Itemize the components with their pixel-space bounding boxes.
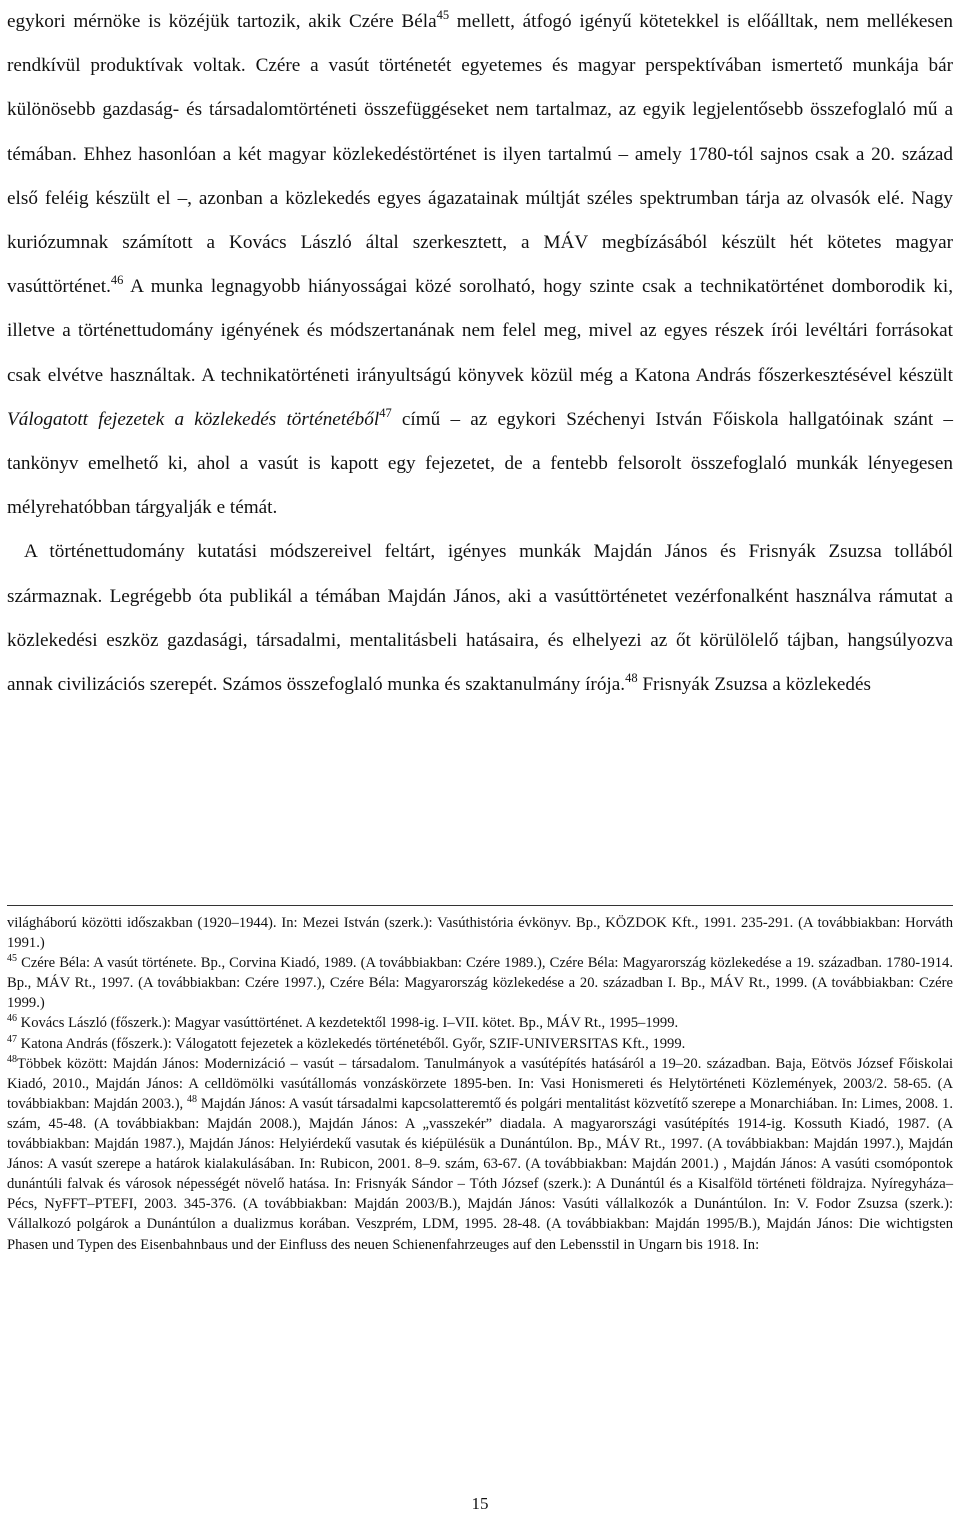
footnote-ref-45[interactable]: 45 <box>436 8 450 22</box>
paragraph-1-text-b: mellett, átfogó igényű kötetekkel is előálltak, nem mellékesen rendkívül produktívak voltak. Czére a vasút történetét egyetemes és magyar perspektívában ismertető munkája bár különösebb gazdaság- és társadalomtörténeti összefüggéseket nem tartalmaz, az egyik legjelentősebb összefoglaló mű a témában. Ehhez hasonlóan a két magyar közlekedéstörténet is ilyen tartalmú – amely 1780-tól sajnos csak a 20. század első feléig készült el –, azonban a közlekedés egyes ágazatainak múltját széles spektrumban tárja az olvasók elé. Nagy kuriózumnak számított a Kovács László által szerkesztett, a MÁV megbízásából készült hét kötetes magyar vasúttörténet. <box>7 11 954 298</box>
page-number: 15 <box>471 1494 489 1513</box>
footnotes <box>7 913 953 1255</box>
paragraph-2-text-b: Frisnyák Zsuzsa a közlekedés <box>637 674 871 696</box>
footnote-number: 47 <box>7 1033 17 1045</box>
paragraph-1 <box>7 0 953 530</box>
paragraph-1-text-c: A munka legnagyobb hiányosságai közé sorolható, hogy szinte csak a technikatörténet domborodik ki, illetve a történettudomány igényének és módszertanának nem felel meg, mivel az egyes részek írói levéltári forrásokat csak elvétve használtak. A technikatörténeti irányultságú könyvek közül még a Katona András főszerkesztésével készült <box>7 276 953 386</box>
footnote-45 <box>7 953 953 1013</box>
footnote-text: Kovács László (főszerk.): Magyar vasúttörténet. A kezdetektől 1998-ig. I–VII. kötet. Bp., MÁV Rt., 1995–1999. <box>17 1015 679 1032</box>
body-text <box>7 0 953 707</box>
footnote-text: Többek között: Majdán János: Modernizáció – vasút – társadalom. Tanulmányok a vasútépítés hatásáról a 19–20. században. Baja, Eötvös József Főiskolai Kiadó, 2010., Majdán János: A celldömölki vasútállomás vonzáskörzete 1895-ben. In: Vasi Honismereti és Helytörténeti Közlemények, 2003/2. 58-65. (A továbbiakban: Majdán 2003.), <box>7 1055 953 1112</box>
footnote-48 <box>7 1054 953 1255</box>
footnote-number: 45 <box>7 953 17 965</box>
book-title-italic: Válogatott fejezetek a közlekedés történetéből <box>7 408 380 430</box>
document-page <box>7 0 953 1517</box>
footnote-46 <box>7 1013 953 1033</box>
footnote-text: Majdán János: A vasút társadalmi kapcsolatteremtő és polgári mentalitást közvetítő szerepe a Monarchiában. In: Limes, 2008. 1. szám, 45-48. (A továbbiakban: Majdán 2008.), Majdán János: A „vasszekér” diadala. A magyarországi vasútépítés 1914-ig. Kossuth Kiadó, 1987. (A továbbiakban: Majdán 1987.), Majdán János: Helyiérdekű vasutak és kiépülésük a Dunántúlon. Bp., MÁV Rt., 1997. (A továbbiakban: Majdán 1997.), Majdán János: A vasút szerepe a határok kialakulásában. In: Rubicon, 2001. 8–9. szám, 63-67. (A továbbiakban: Majdán 2001.) , Majdán János: A vasúti csomópontok dunántúli falvak és városok népességét növelő hatása. In: Frisnyák Sándor – Tóth József (szerk.): A Dunántúl és a Kisalföld történeti földrajza. Nyíregyháza–Pécs, NyFFT–PTEFI, 2003. 345-376. (A továbbiakban: Majdán 2003/B.), Majdán János: Vasúti vállalkozók a Dunántúlon. In: V. Fodor Zsuzsa (szerk.): Vállalkozó polgárok a Dunántúlon a dualizmus korában. Veszprém, LDM, 1995. 28-48. (A továbbiakban: Majdán 1995/B.), Majdán János: Die wichtigsten Phasen und Typen des Eisenbahnbaus und der Einfluss des neuen Schienenfahrzeuges auf den Lebensstil in Ungarn bis 1918. In: <box>7 1095 953 1253</box>
footnote-47 <box>7 1034 953 1054</box>
paragraph-2-text-a: A történettudomány kutatási módszereivel feltárt, igényes munkák Majdán János és Frisnyák Zsuzsa tollából származnak. Legrégebb óta publikál a témában Majdán János, aki a vasúttörténetet vezérfonalként használva rámutat a közlekedési eszköz gazdasági, társadalmi, mentalitásbeli hatásaira, és elhelyezi az őt körülölelő tájban, hangsúlyozva annak civilizációs szerepét. Számos összefoglaló munka és szaktanulmány írója. <box>7 541 953 696</box>
paragraph-1-text-a: egykori mérnöke is közéjük tartozik, akik Czére Béla <box>7 11 437 32</box>
footnote-ref-47[interactable]: 47 <box>379 405 392 420</box>
paragraph-1-text-d: című – az egykori Széchenyi István Főiskola hallgatóinak szánt – tankönyv emelhető ki, ahol a vasút is kapott egy fejezetet, de a fentebb felsorolt összefoglaló munkák lényegesen mélyrehatóbban tárgyalják e témát. <box>7 408 953 519</box>
footnote-ref-46[interactable]: 46 <box>110 273 124 288</box>
footnote-ref-48[interactable]: 48 <box>625 671 638 686</box>
footnote-separator <box>7 905 953 906</box>
paragraph-2 <box>7 530 953 707</box>
footnote-number: 46 <box>7 1013 17 1025</box>
footnote-text: Katona András (főszerk.): Válogatott fejezetek a közlekedés történetéből. Győr, SZIF-UNIVERSITAS Kft., 1999. <box>17 1035 686 1052</box>
footnote-number: 48 <box>187 1093 198 1105</box>
footnote-continued: világháború közötti időszakban (1920–1944). In: Mezei István (szerk.): Vasúthistória évkönyv. Bp., KÖZDOK Kft., 1991. 235-291. (A továbbiakban: Horváth 1991.) <box>7 915 953 952</box>
footnote-text: Czére Béla: A vasút története. Bp., Corvina Kiadó, 1989. (A továbbiakban: Czére 1989.), Czére Béla: Magyarország közlekedése a 19. században. 1780-1914. Bp., MÁV Rt., 1997. (A továbbiakban: Czére 1997.), Czére Béla: Magyarország közlekedése a 20. században I. Bp., MÁV Rt., 1999. (A továbbiakban: Czére 1999.) <box>7 955 953 1012</box>
footnote-number: 48 <box>7 1053 17 1065</box>
